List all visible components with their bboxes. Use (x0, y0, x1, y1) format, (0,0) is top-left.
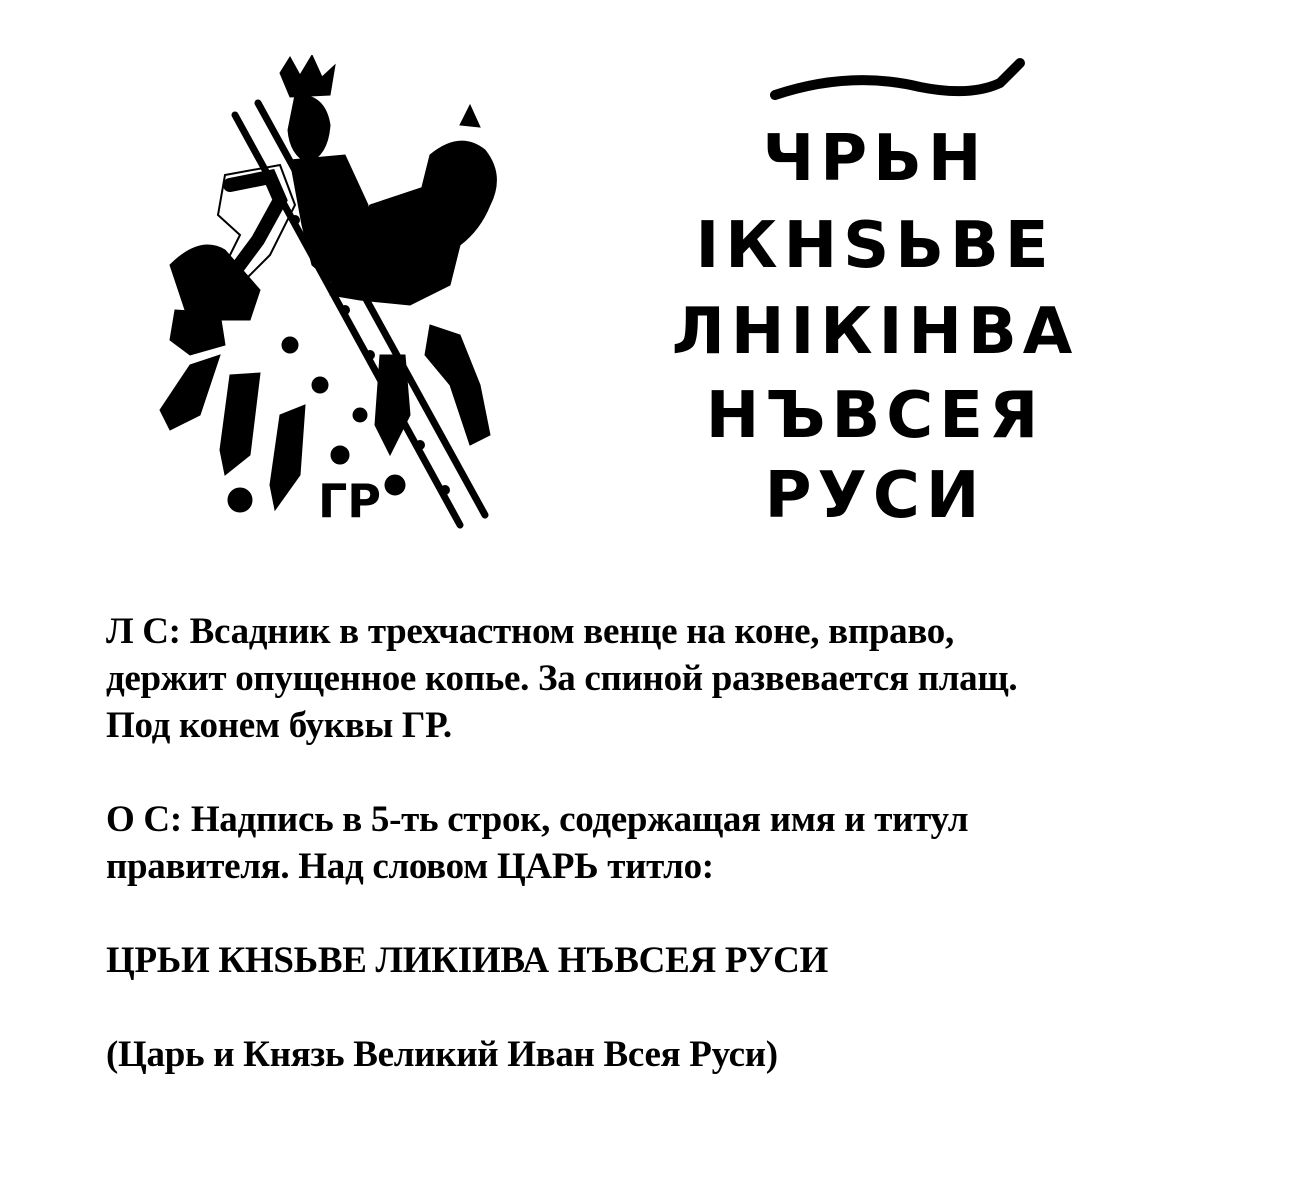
obverse-description-line: Под конем буквы ГР. (106, 705, 452, 746)
coin-description (106, 608, 1226, 1078)
horse-leg (270, 405, 305, 510)
reverse-description-line: правителя. Над словом ЦАРЬ титло: (106, 846, 714, 887)
reverse-description-line: О С: Надпись в 5-ть строк, содержащая имя и титул (106, 799, 969, 840)
inscription-line-4: НЪВСЕЯ (705, 379, 1045, 453)
spacer (106, 749, 1226, 796)
horse-leg (220, 373, 260, 475)
rider-head (288, 95, 330, 163)
letters-gr: ГР (318, 474, 382, 528)
spacer (106, 984, 1226, 1031)
coin-reverse-drawing (640, 55, 1110, 540)
obverse-description-line: держит опущенное копье. За спиной развевается плащ. (106, 658, 1018, 699)
inscription-transcription: ЦРЬИ КНЅЬВЕ ЛИКІИВА НЪВСЕЯ РУСИ (106, 940, 828, 981)
inscription-line-5: РУСИ (764, 459, 986, 533)
horse-leg (160, 355, 220, 430)
coin-obverse-drawing (130, 55, 530, 540)
inscription-translation: (Царь и Князь Великий Иван Всея Руси) (106, 1034, 778, 1075)
rider-crown (280, 55, 335, 97)
inscription-line-1: ЧРЬН (762, 122, 988, 196)
obverse-description-line: Л С: Всадник в трехчастном венце на коне, вправо, (106, 611, 954, 652)
inscription-line-2: ІКНЅЬВЕ (695, 209, 1055, 283)
titlo-mark (775, 63, 1020, 95)
spacer (106, 890, 1226, 937)
inscription-line-3: ЛНІКІНВА (671, 295, 1079, 369)
